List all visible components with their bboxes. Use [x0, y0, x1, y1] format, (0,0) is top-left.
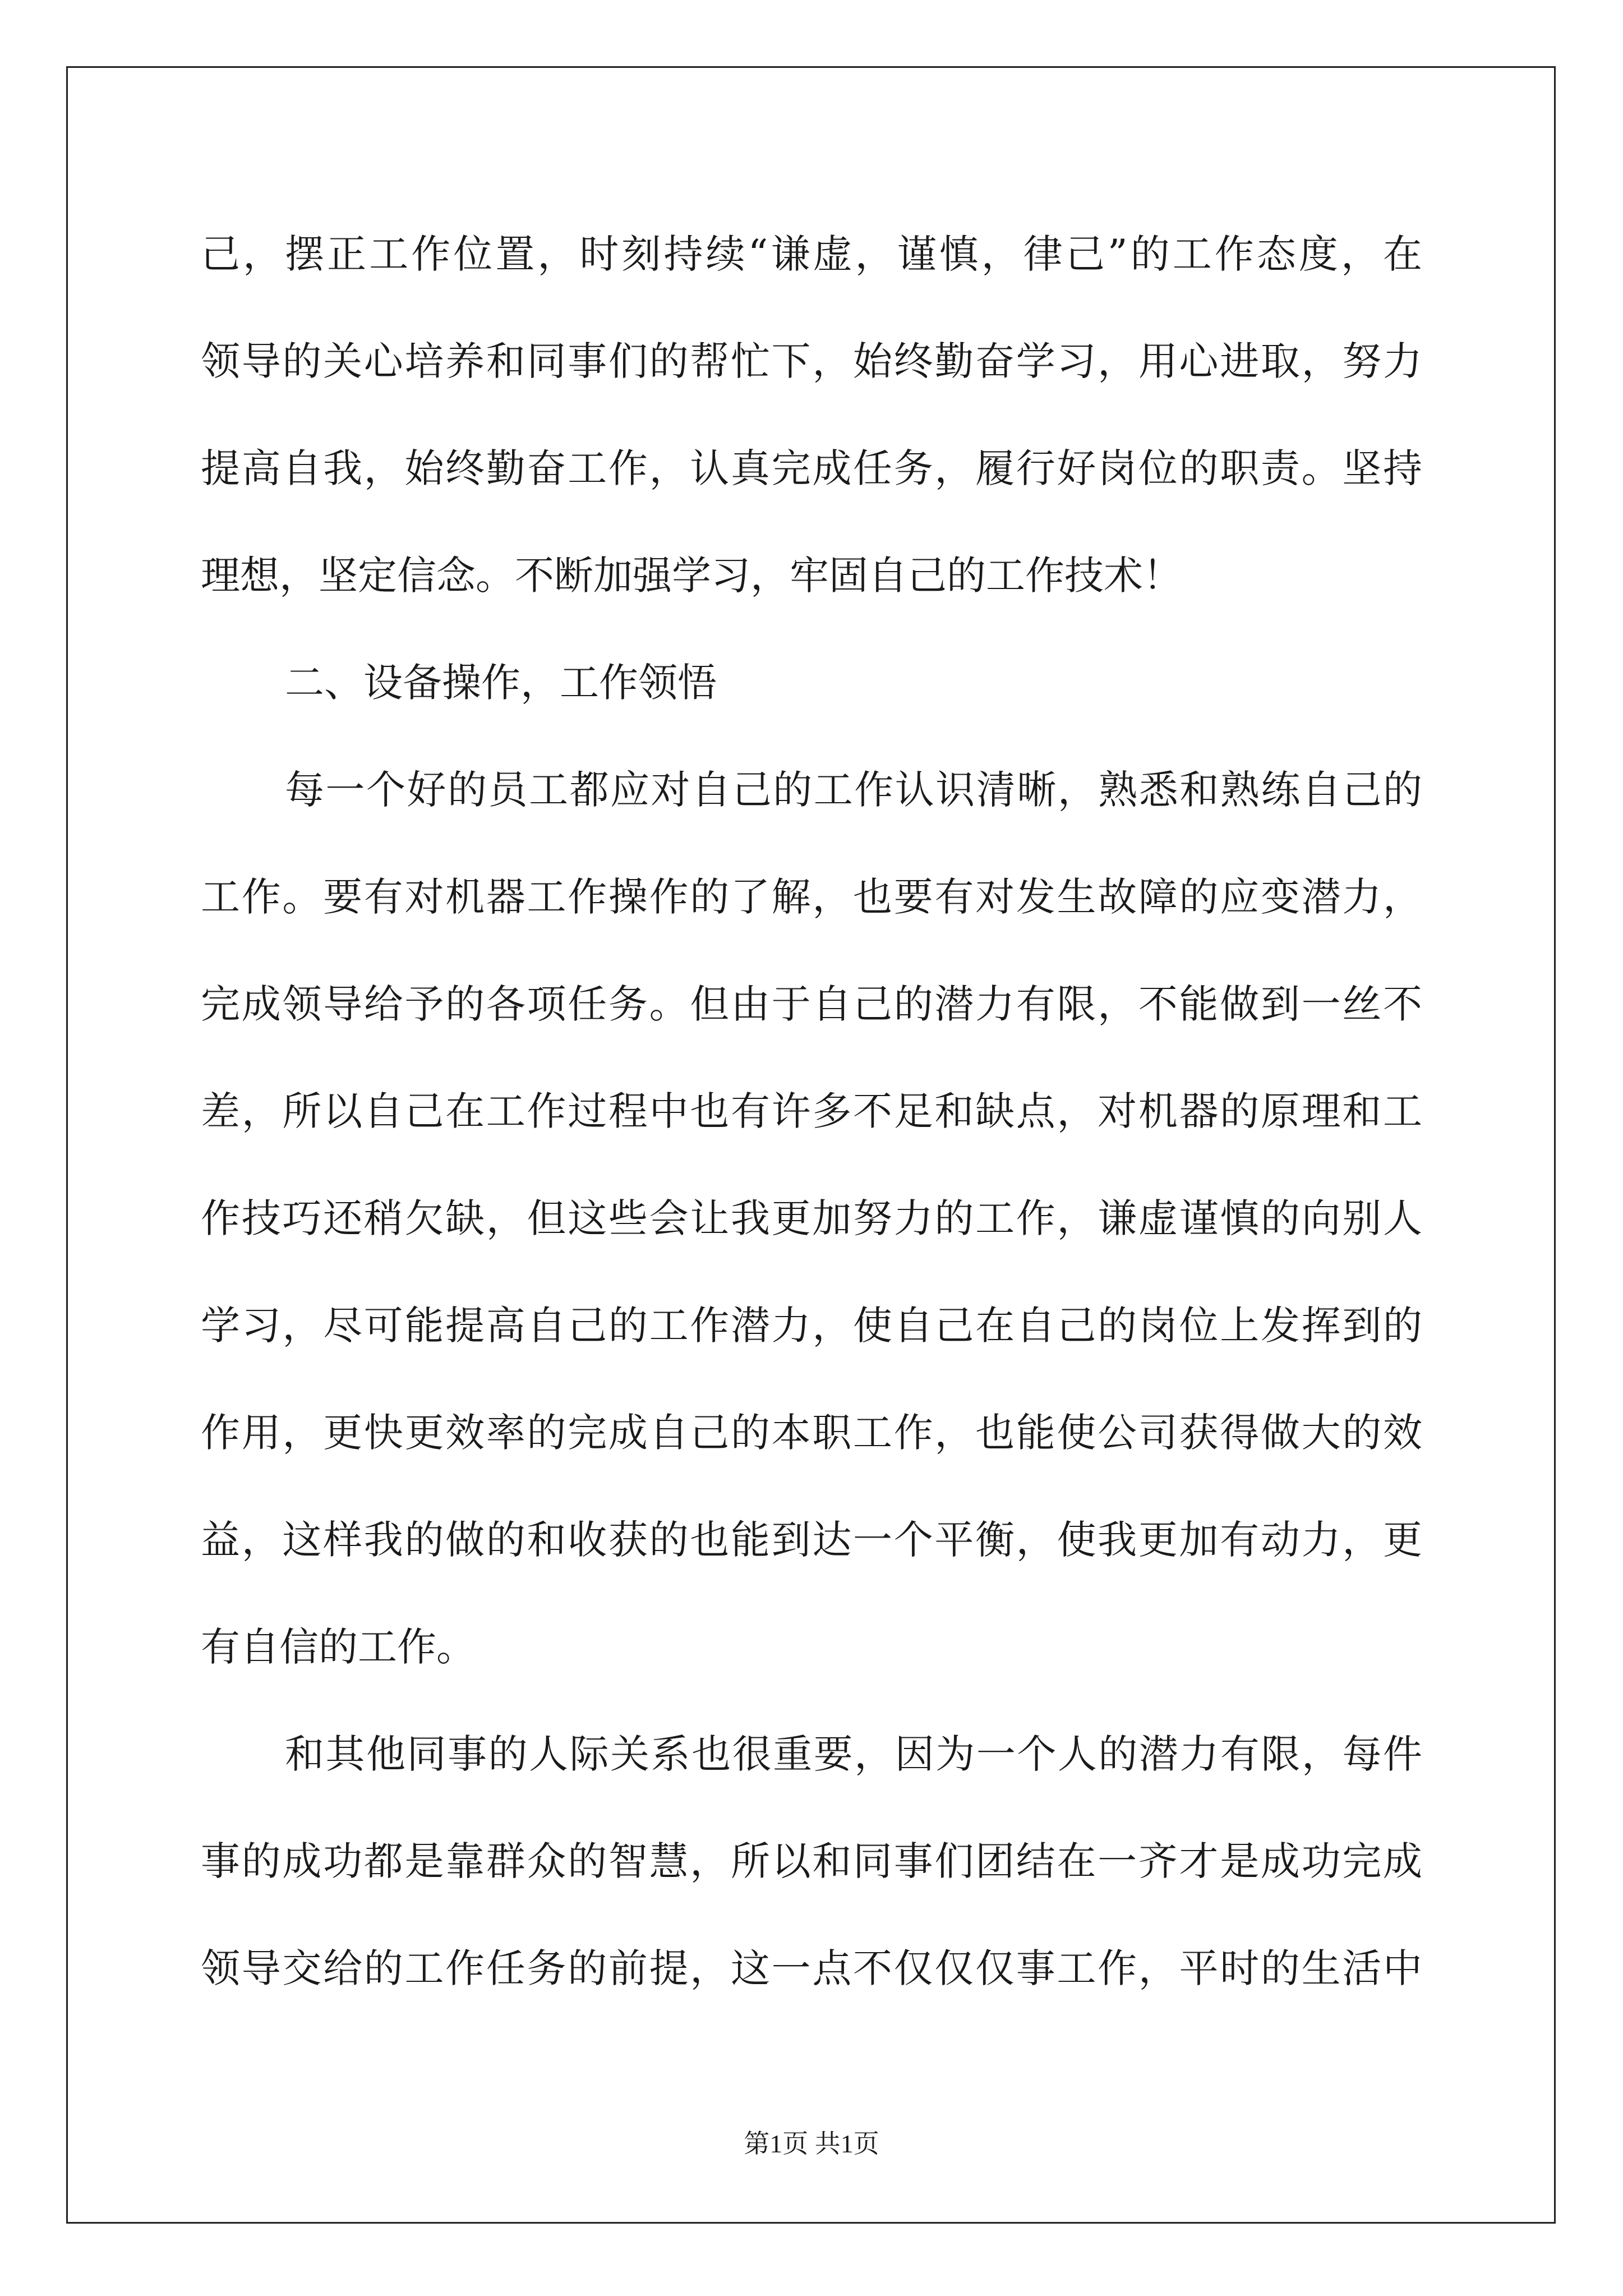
body-line: 每一个好的员工都应对自己的工作认识清晰，熟悉和熟练自己的: [285, 767, 1422, 813]
section-heading: 二、设备操作，工作领悟: [285, 660, 717, 706]
body-line: 理想，坚定信念。不断加强学习，牢固自己的工作技术！: [201, 553, 1182, 599]
body-line: 提高自我，始终勤奋工作，认真完成任务，履行好岗位的职责。坚持: [201, 445, 1422, 491]
body-line: 作用，更快更效率的完成自己的本职工作，也能使公司获得做大的效: [201, 1410, 1422, 1456]
body-line: 己，摆正工作位置，时刻持续“谦虚，谨慎，律己”的工作态度，在: [201, 231, 1422, 277]
body-line: 工作。要有对机器工作操作的了解，也要有对发生故障的应变潜力，: [201, 874, 1422, 920]
body-line: 有自信的工作。: [201, 1624, 476, 1670]
body-line: 益，这样我的做的和收获的也能到达一个平衡，使我更加有动力，更: [201, 1517, 1422, 1563]
body-line: 差，所以自己在工作过程中也有许多不足和缺点，对机器的原理和工: [201, 1088, 1422, 1134]
body-line: 和其他同事的人际关系也很重要，因为一个人的潜力有限，每件: [285, 1731, 1422, 1777]
page-footer: 第1页 共1页: [744, 2129, 879, 2158]
body-line: 领导交给的工作任务的前提，这一点不仅仅仅事工作，平时的生活中: [201, 1945, 1422, 1991]
body-line: 事的成功都是靠群众的智慧，所以和同事们团结在一齐才是成功完成: [201, 1838, 1422, 1884]
body-line: 学习，尽可能提高自己的工作潜力，使自己在自己的岗位上发挥到的: [201, 1303, 1422, 1349]
body-line: 领导的关心培养和同事们的帮忙下，始终勤奋学习，用心进取，努力: [201, 338, 1422, 384]
body-line: 完成领导给予的各项任务。但由于自己的潜力有限，不能做到一丝不: [201, 981, 1422, 1027]
body-line: 作技巧还稍欠缺，但这些会让我更加努力的工作，谦虚谨慎的向别人: [201, 1195, 1422, 1241]
document-body: [201, 212, 1422, 2033]
